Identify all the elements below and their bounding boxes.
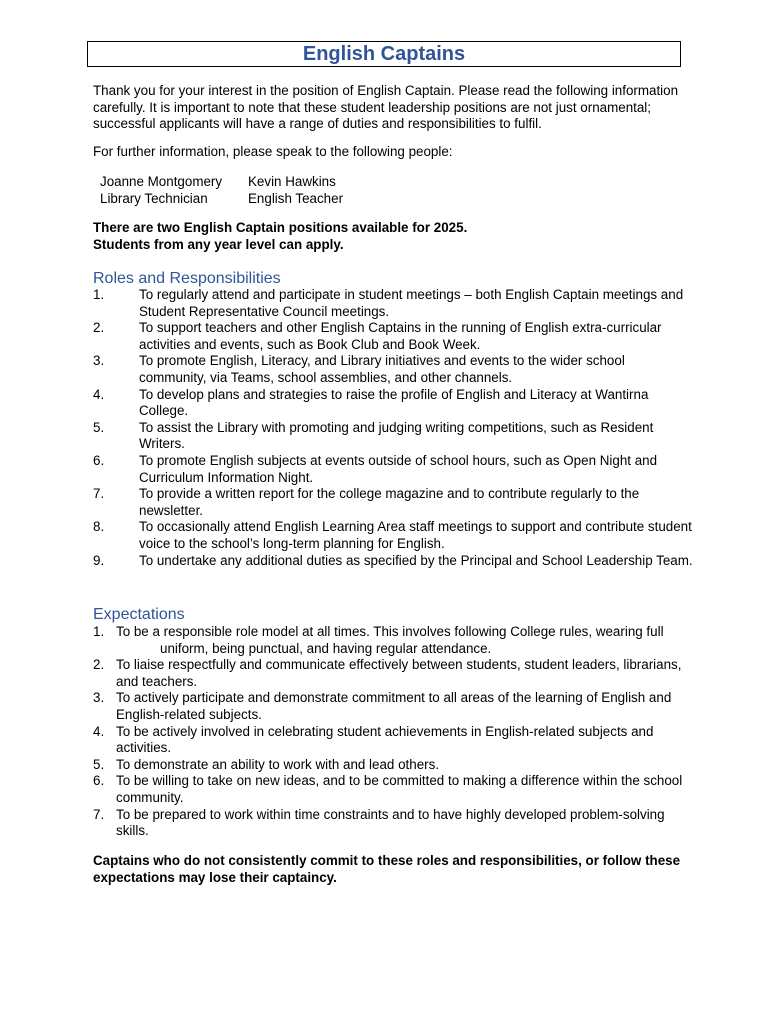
list-item: 5. To assist the Library with promoting and judging writing competitions, such as Resident Writers. xyxy=(93,419,654,452)
contact-joanne xyxy=(100,174,222,207)
list-item: 6. To be willing to take on new ideas, and to be committed to making a difference within the school community. xyxy=(93,773,683,805)
positions-note: There are two English Captain positions available for 2025. Students from any year level can apply. xyxy=(93,220,468,252)
roles-list xyxy=(93,287,693,569)
list-item: 1. To regularly attend and participate in student meetings – both English Captain meetings and Student Representative Council meetings. xyxy=(93,287,684,319)
roles-heading: Roles and Responsibilities xyxy=(93,270,281,287)
page-title: English Captains xyxy=(302,43,466,65)
list-item: 3. To promote English, Literacy, and Library initiatives and events to the wider school community, via Teams, school assemblies, and other channels. xyxy=(93,353,625,385)
list-item: 6. To promote English subjects at events outside of school hours, such as Open Night and Curriculum Information Night. xyxy=(93,452,658,485)
list-item: 4. To develop plans and strategies to raise the profile of English and Literacy at Wantirna College. xyxy=(93,386,649,419)
contact-role: English Teacher xyxy=(248,190,344,206)
closing-note: Captains who do not consistently commit to these roles and responsibilities, or follow these expectations may lose their captaincy. xyxy=(93,853,681,885)
list-item: 7. To provide a written report for the college magazine and to contribute regularly to the newsletter. xyxy=(93,486,640,518)
list-item: 8. To occasionally attend English Learning Area staff meetings to support and contribute student voice to the school’s long-term planning for English. xyxy=(93,519,692,551)
contact-role: Library Technician xyxy=(100,190,208,206)
list-item: 3. To actively participate and demonstrate commitment to all areas of the learning of English and English-related subjects. xyxy=(93,690,672,722)
contact-name: Kevin Hawkins xyxy=(248,174,336,189)
contact-name: Joanne Montgomery xyxy=(100,174,223,189)
intro-paragraph: Thank you for your interest in the position of English Captain. Please read the following information carefully. It is important to note that these student leadership positions are not just ornamental; successful applicants will have a range of duties and responsibilities to fulfil. xyxy=(93,83,679,132)
contact-kevin xyxy=(248,174,343,207)
list-item: 2. To liaise respectfully and communicate effectively between students, student leaders, librarians, and teachers. xyxy=(93,657,682,689)
expectations-list xyxy=(93,624,693,840)
list-item: 5. To demonstrate an ability to work with and lead others. xyxy=(93,756,440,772)
list-item: 4. To be actively involved in celebrating student achievements in English-related subjects and activities. xyxy=(93,723,654,756)
list-item: 9. To undertake any additional duties as specified by the Principal and School Leadership Team. xyxy=(93,552,693,568)
list-item: 2. To support teachers and other English Captains in the running of English extra-curricular activities and events, such as Book Club and Book Week. xyxy=(93,320,662,352)
title-box xyxy=(87,41,681,67)
list-item: 7. To be prepared to work within time constraints and to have highly developed problem-solving skills. xyxy=(93,806,665,839)
list-item: 1. To be a responsible role model at all times. This involves following College rules, wearing full uniform, being punctual, and having regular attendance. xyxy=(93,624,664,656)
expectations-heading: Expectations xyxy=(93,606,185,623)
further-info-paragraph: For further information, please speak to the following people: xyxy=(93,144,453,159)
